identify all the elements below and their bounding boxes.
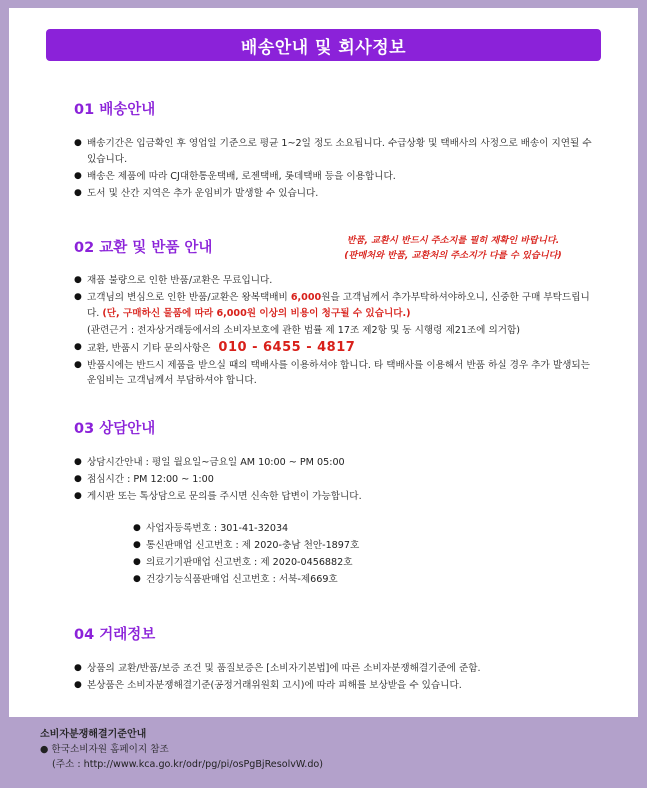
list-item: ● 건강기능식품판매업 신고번호 : 서북-제669호 — [133, 572, 647, 588]
list-item: ● 의료기기판매업 신고번호 : 제 2020-0456882호 — [133, 555, 647, 571]
notice-line-2: (판매처와 반품, 교환처의 주소지가 다를 수 있습니다) — [344, 250, 562, 261]
fee-text-b: 원을 고객님께서 추가부탁하셔야하오니, 신중한 구매 부탁드립니다. — [87, 292, 590, 319]
legal-basis: (관련근거 : 전자상거래등에서의 소비자보호에 관한 법률 제 17조 제2항 및 동 시행령 제21조에 의거함) — [87, 324, 521, 336]
list-item — [74, 340, 594, 357]
exchange-list — [74, 273, 594, 390]
section-title-trade: 04 거래정보 — [74, 627, 156, 643]
footer-url: (주소 : http://www.kca.go.kr/odr/pg/pi/osPgBjResolvW.do) — [52, 759, 324, 770]
list-item: ● 반품시에는 반드시 제품을 받으실 때의 택배사를 이용하셔야 합니다. 타 택배사를 이용해서 반품 하실 경우 추가 발생되는 운임비는 고객님께서 부담하셔야 합니다. — [74, 358, 594, 389]
business-info-list — [133, 521, 647, 589]
footer-line-1: ● 한국소비자원 홈페이지 참조 — [40, 744, 169, 755]
list-item: ● 상담시간안내 : 평일 월요일~금요일 AM 10:00 ~ PM 05:00 — [74, 455, 594, 471]
list-item: ● 상품의 교환/반품/보증 조건 및 품질보증은 [소비자기본법]에 따른 소비자분쟁해결기준에 준함. — [74, 661, 594, 677]
list-item — [74, 290, 594, 321]
list-item: ● 배송은 제품에 따라 CJ대한통운택배, 로젠택배, 롯데택배 등을 이용합니다. — [74, 169, 594, 185]
inquiry-text: 교환, 반품시 기타 문의사항은 — [87, 342, 211, 354]
list-item: ● 도서 및 산간 지역은 추가 운임비가 발생할 수 있습니다. — [74, 186, 594, 202]
list-item: ● 배송기간은 입금확인 후 영업일 기준으로 평균 1~2일 정도 소요됩니다. 수급상황 및 택배사의 사정으로 배송이 지연될 수 있습니다. — [74, 136, 594, 167]
section-title-exchange: 02 교환 및 반품 안내 — [74, 240, 213, 256]
page-banner: 배송안내 및 회사정보 — [46, 29, 601, 61]
footer-title: 소비자분쟁해결기준안내 — [40, 729, 147, 740]
consult-list — [74, 455, 594, 506]
trade-list — [74, 661, 594, 695]
notice-line-1: 반품, 교환시 반드시 주소지를 필히 재확인 바랍니다. — [346, 235, 560, 246]
list-item: ● 본상품은 소비자분쟁해결기준(공정거래위원회 고시)에 따라 피해를 보상받을 수 있습니다. — [74, 678, 594, 694]
section-title-consult: 03 상담안내 — [74, 421, 156, 437]
list-item: ● 게시판 또는 톡상담으로 문의를 주시면 신속한 답변이 가능합니다. — [74, 489, 594, 505]
fee-text-a: 고객님의 변심으로 인한 반품/교환은 왕복택배비 — [87, 292, 291, 303]
fee-warning: (단, 구매하신 물품에 따라 6,000원 이상의 비용이 청구될 수 있습니다.) — [102, 307, 411, 319]
list-item: ● 점심시간 : PM 12:00 ~ 1:00 — [74, 472, 594, 488]
list-item: ● 통신판매업 신고번호 : 제 2020-충남 천안-1897호 — [133, 538, 647, 554]
shipping-fee: 6,000 — [290, 292, 322, 303]
list-item: ● 재품 불량으로 인한 반품/교환은 무료입니다. — [74, 273, 594, 289]
shipping-list — [74, 136, 594, 203]
list-item: ● 사업자등록번호 : 301-41-32034 — [133, 521, 647, 537]
dispute-footer — [40, 727, 600, 772]
phone-number: 010 - 6455 - 4817 — [218, 339, 356, 355]
address-notice — [330, 233, 576, 263]
section-title-shipping: 01 배송안내 — [74, 102, 156, 118]
